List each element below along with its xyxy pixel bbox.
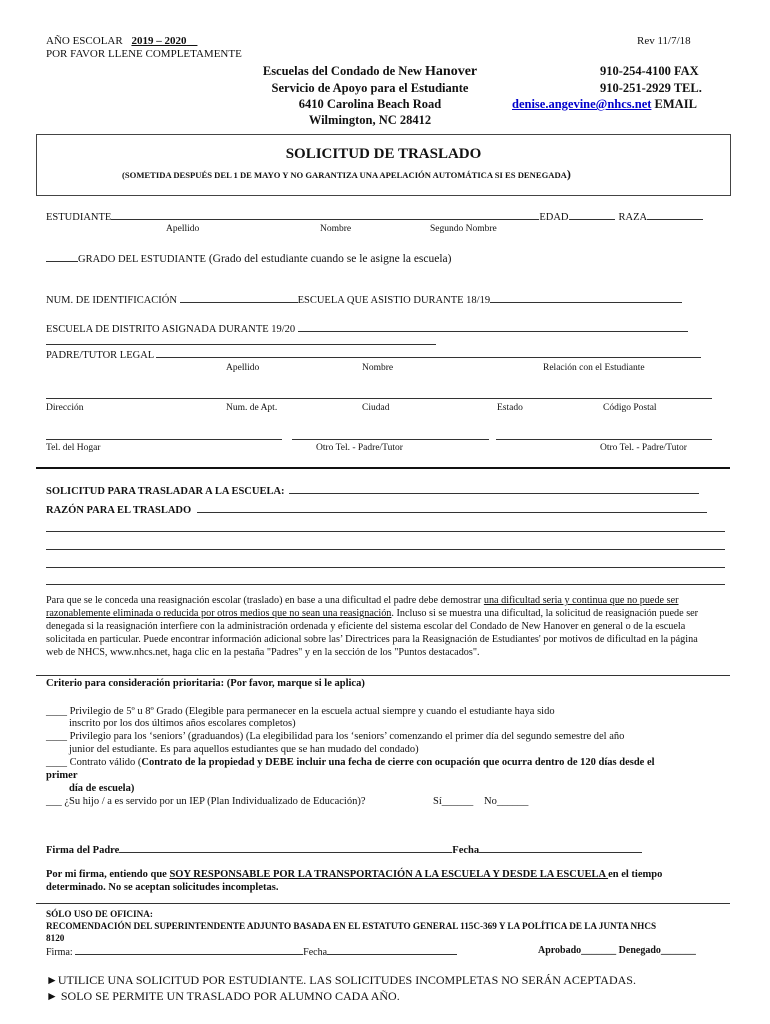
criteria-heading: Criterio para consideración prioritaria: (Por favor, marque si le aplica): [46, 678, 365, 689]
label-guardian-nombre: Nombre: [362, 363, 394, 373]
org-line-3: 6410 Carolina Beach Road: [298, 97, 442, 111]
race-field[interactable]: [647, 210, 703, 220]
label-relacion: Relación con el Estudiante: [543, 363, 645, 373]
label-guardian-apellido: Apellido: [226, 363, 260, 373]
address-field[interactable]: [46, 398, 712, 399]
parent-signature-field[interactable]: [119, 843, 452, 853]
email-line: denise.angevine@nhcs.net EMAIL: [512, 97, 697, 111]
school-year-value: 2019 – 2020: [131, 35, 187, 47]
criterion-grade-privilege[interactable]: ____ Privilegio de 5º u 8º Grado (Elegible para permanecer en la escuela actual siempre y cuando el estudiante haya sido: [46, 706, 555, 717]
guardian-name-field[interactable]: [156, 348, 701, 358]
criterion-contract-cont-2: día de escuela): [69, 783, 135, 794]
reason-line-2[interactable]: [46, 531, 725, 532]
label-codigo-postal: Código Postal: [603, 403, 657, 413]
requested-school-field[interactable]: [289, 484, 699, 494]
criterion-senior-privilege-cont: junior del estudiante. Es para aquellos estudiantes que se han mudado del condado): [69, 744, 419, 755]
student-row: ESTUDIANTE EDAD RAZA: [46, 210, 703, 223]
office-heading: SÓLO USO DE OFICINA:: [46, 909, 153, 919]
parent-date-field[interactable]: [479, 843, 642, 853]
school-attended-field[interactable]: [490, 293, 682, 303]
parent-signature-row: Firma del Padre Fecha: [46, 843, 642, 856]
form-subtitle: (SOMETIDA DESPUÉS DEL 1 DE MAYO Y NO GARANTIZA UNA APELACIÓN AUTOMÁTICA SI ES DENEGADA): [122, 167, 571, 181]
email-link[interactable]: denise.angevine@nhcs.net: [512, 97, 652, 111]
label-segundo-nombre: Segundo Nombre: [430, 224, 497, 234]
criterion-contract-cont: primer: [46, 770, 78, 781]
org-line-4: Wilmington, NC 28412: [308, 113, 432, 127]
reason-line-3[interactable]: [46, 549, 725, 550]
responsibility-statement: Por mi firma, entiendo que SOY RESPONSABLE POR LA TRANSPORTACIÓN A LA ESCUELA Y DESDE LA ESCUELA en el tiempo: [46, 869, 663, 880]
fill-instruction: POR FAVOR LLENE COMPLETAMENTE: [46, 48, 242, 60]
guardian-row: PADRE/TUTOR LEGAL: [46, 348, 701, 361]
id-row: NUM. DE IDENTIFICACIÓN ESCUELA QUE ASISTIO DURANTE 18/19: [46, 293, 682, 306]
iep-yes-field[interactable]: Sí______: [433, 796, 474, 807]
section-divider: [36, 467, 730, 469]
criterion-contract[interactable]: ____ Contrato válido (Contrato de la propiedad y DEBE incluir una fecha de cierre con ocupación que ocurra dentro de 120 días desde el: [46, 757, 655, 768]
other-phone-field-2[interactable]: [496, 439, 712, 440]
divider: [46, 344, 436, 345]
student-name-field[interactable]: [111, 210, 539, 220]
id-field[interactable]: [180, 293, 298, 303]
school-year-line: [46, 35, 197, 47]
office-divider: [36, 903, 730, 904]
revision-date: Rev 11/7/18: [637, 35, 691, 47]
form-title: SOLICITUD DE TRASLADO: [285, 146, 482, 162]
footer-note-2: ► SOLO SE PERMITE UN TRASLADO POR ALUMNO CADA AÑO.: [46, 989, 400, 1003]
district-school-field[interactable]: [298, 322, 688, 332]
iep-no-field[interactable]: No______: [484, 796, 529, 807]
org-line-1: Escuelas del Condado de New Hanover: [262, 64, 478, 79]
district-school-row: ESCUELA DE DISTRITO ASIGNADA DURANTE 19/20: [46, 322, 688, 335]
policy-paragraph: Para que se le conceda una reasignación escolar (traslado) en base a una dificultad el padre debe demostrar una dificultad seria y continua que no puede ser razonablemente eliminada o reducida por otros medios que no sean una reasignación. Incluso si se muestra una dificultad, la solicitud de reasignación puede ser denegada si la reasignación interfiere con la administración ordenada y eficiente del sistema escolar del Condado de New Hanover en general o de la escuela solicitada en particular. Puede encontrar información adicional sobre las’ Directrices para la Reasignación de Estudiantes' por motivos de dificultad en la página web de NHCS, www.nhcs.net, haga clic en la pestaña "Padres" y en la sección de los "Puntos destacados".: [46, 595, 699, 658]
label-nombre: Nombre: [320, 224, 352, 234]
label-direccion: Dirección: [46, 403, 84, 413]
criterion-grade-privilege-cont: inscrito por los dos últimos años escolares completos): [69, 718, 296, 729]
policy-divider: [36, 675, 730, 676]
age-field[interactable]: [569, 210, 615, 220]
title-box: [36, 134, 731, 196]
requested-school-row: SOLICITUD PARA TRASLADAR A LA ESCUELA:: [46, 484, 699, 497]
office-signature-row: Firma: Fecha: [46, 945, 457, 958]
org-line-2: Servicio de Apoyo para el Estudiante: [271, 81, 469, 95]
other-phone-field-1[interactable]: [292, 439, 489, 440]
office-decision[interactable]: Aprobado_______ Denegado_______: [538, 945, 696, 956]
label-tel-hogar: Tel. del Hogar: [46, 443, 101, 453]
office-date-field[interactable]: [327, 945, 457, 955]
reason-row: RAZÓN PARA EL TRASLADO: [46, 503, 707, 516]
reason-line-5[interactable]: [46, 584, 725, 585]
grade-field[interactable]: [46, 252, 78, 262]
fax-number: 910-254-4100 FAX: [600, 64, 699, 78]
footer-note-1: ►UTILICE UNA SOLICITUD POR ESTUDIANTE. LAS SOLICITUDES INCOMPLETAS NO SERÁN ACEPTADAS.: [46, 973, 636, 987]
school-year-label: AÑO ESCOLAR: [46, 35, 123, 47]
tel-number: 910-251-2929 TEL.: [600, 81, 702, 95]
label-otro-tel-1: Otro Tel. - Padre/Tutor: [316, 443, 403, 453]
office-signature-field[interactable]: [75, 945, 303, 955]
grade-row: GRADO DEL ESTUDIANTE (Grado del estudiante cuando se le asigne la escuela): [46, 252, 452, 265]
reason-line-4[interactable]: [46, 567, 725, 568]
reason-field[interactable]: [197, 503, 707, 513]
label-estado: Estado: [497, 403, 523, 413]
office-recommendation-cont: 8120: [46, 933, 65, 943]
office-recommendation: RECOMENDACIÓN DEL SUPERINTENDENTE ADJUNTO BASADA EN EL ESTATUTO GENERAL 115C-369 Y LA POLÍTICA DE LA JUNTA NHCS: [46, 921, 657, 931]
label-otro-tel-2: Otro Tel. - Padre/Tutor: [600, 443, 687, 453]
responsibility-statement-cont: determinado. No se aceptan solicitudes incompletas.: [46, 882, 279, 893]
label-ciudad: Ciudad: [362, 403, 390, 413]
home-phone-field[interactable]: [46, 439, 282, 440]
label-apt: Num. de Apt.: [226, 403, 278, 413]
label-apellido: Apellido: [166, 224, 200, 234]
criterion-senior-privilege[interactable]: ____ Privilegio para los ‘seniors’ (graduandos) (La elegibilidad para los ‘seniors’ comenzando el primer día del segundo semestre del año: [46, 731, 625, 742]
criterion-iep: ___ ¿Su hijo / a es servido por un IEP (Plan Individualizado de Educación)?: [46, 796, 366, 807]
